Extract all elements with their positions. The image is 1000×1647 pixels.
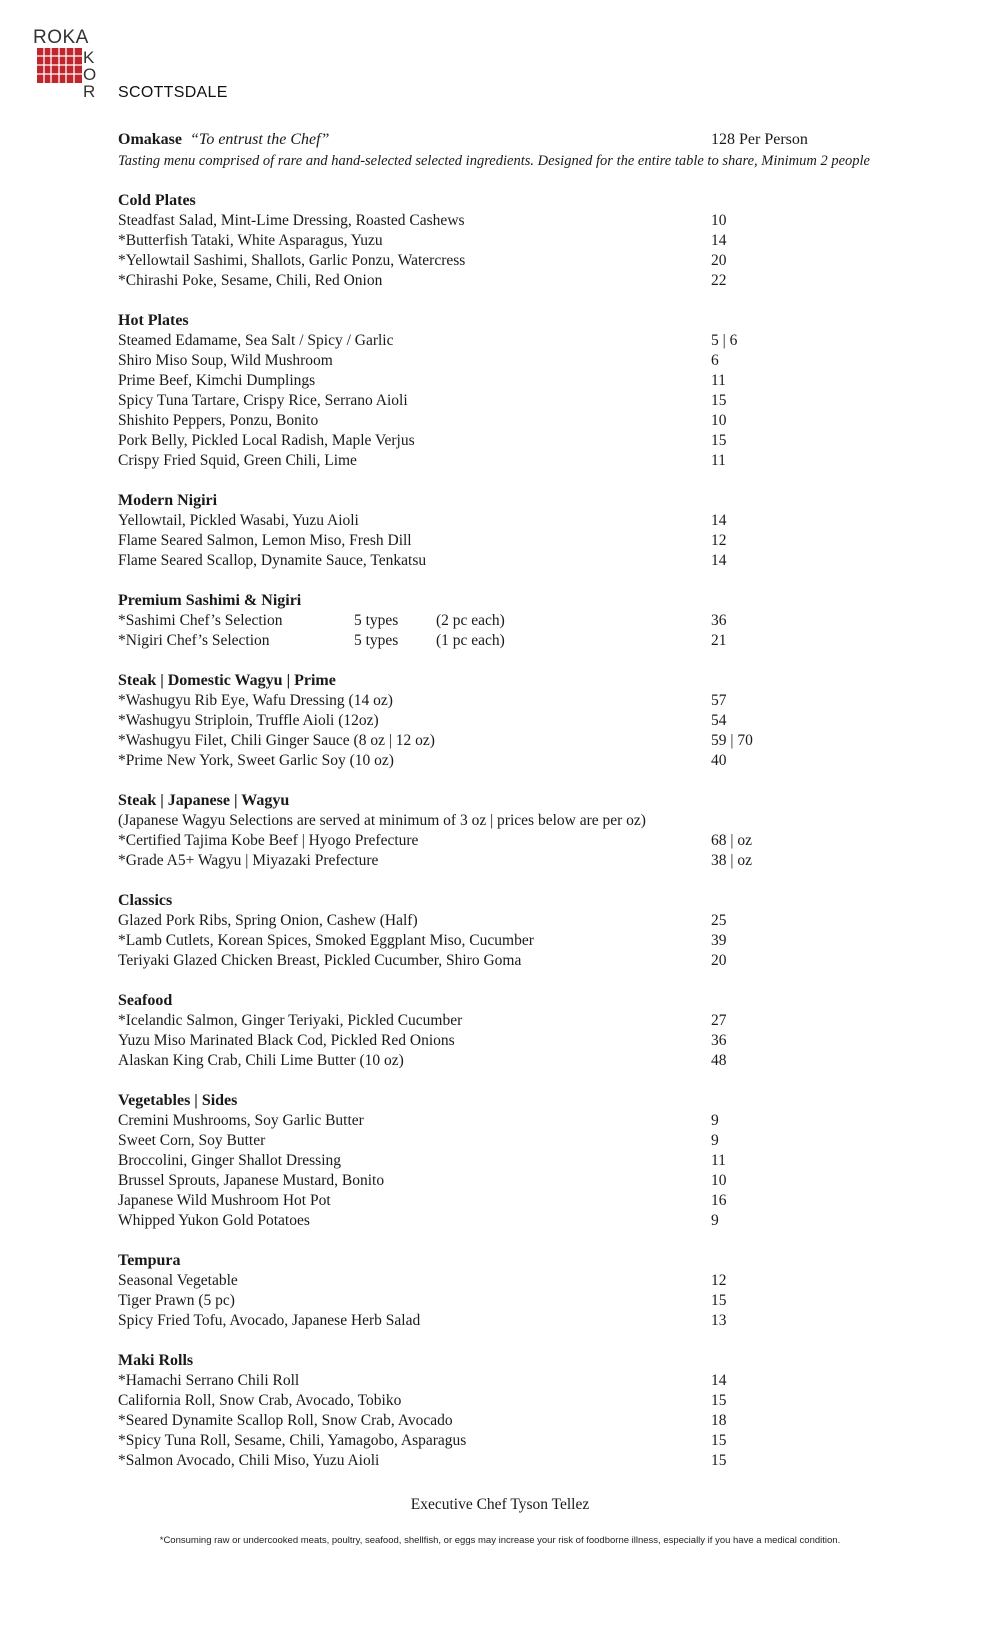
menu-item	[118, 231, 918, 251]
menu-item	[118, 411, 918, 431]
menu-item-price: 18	[711, 1412, 727, 1429]
menu-item-name: Yellowtail, Pickled Wasabi, Yuzu Aioli	[118, 512, 359, 529]
menu-item	[118, 1031, 918, 1051]
menu-item-name: *Icelandic Salmon, Ginger Teriyaki, Pickled Cucumber	[118, 1012, 463, 1029]
menu-item-price: 14	[711, 232, 727, 249]
section-title: Maki Rolls	[118, 1352, 194, 1369]
item-list	[118, 831, 918, 871]
menu-item	[118, 1211, 918, 1231]
menu-item-name: Shishito Peppers, Ponzu, Bonito	[118, 412, 319, 429]
menu-item-price: 14	[711, 1372, 727, 1389]
menu-item-price: 36	[711, 612, 727, 629]
menu-item-name: Steamed Edamame, Sea Salt / Spicy / Garlic	[118, 332, 394, 349]
section-classics	[118, 891, 918, 971]
menu-item-price: 38 | oz	[711, 852, 752, 869]
menu-item-name: Prime Beef, Kimchi Dumplings	[118, 372, 316, 389]
logo-letter: O	[83, 65, 97, 84]
menu-item-price: 14	[711, 552, 727, 569]
menu-item-price: 48	[711, 1052, 727, 1069]
menu-item-price: 57	[711, 692, 727, 709]
executive-chef-credit: Executive Chef Tyson Tellez	[410, 1496, 590, 1513]
menu-item-price: 9	[711, 1212, 719, 1229]
menu-item-price: 15	[711, 432, 727, 449]
menu-body	[118, 131, 918, 1471]
omakase-price: 128 Per Person	[711, 131, 808, 148]
menu-item-price: 11	[711, 452, 726, 469]
menu-item-price: 13	[711, 1312, 727, 1329]
item-list	[118, 611, 918, 651]
menu-item-name: *Nigiri Chef’s Selection	[118, 632, 270, 649]
section-maki-rolls	[118, 1351, 918, 1471]
menu-item-name: *Washugyu Rib Eye, Wafu Dressing (14 oz)	[118, 692, 393, 709]
menu-item	[118, 1371, 918, 1391]
menu-item	[118, 431, 918, 451]
menu-item	[118, 691, 918, 711]
menu-item	[118, 951, 918, 971]
roka-akor-logo	[33, 26, 103, 102]
section-cold-plates	[118, 191, 918, 291]
menu-item-price: 20	[711, 952, 727, 969]
menu-item-price: 10	[711, 1172, 727, 1189]
menu-item	[118, 731, 918, 751]
menu-item-pieces: (1 pc each)	[436, 632, 505, 649]
item-list	[118, 1271, 918, 1331]
menu-item	[118, 931, 918, 951]
menu-item-name: *Lamb Cutlets, Korean Spices, Smoked Eggplant Miso, Cucumber	[118, 932, 534, 949]
menu-item-price: 12	[711, 1272, 727, 1289]
menu-item	[118, 1431, 918, 1451]
menu-item-price: 36	[711, 1032, 727, 1049]
menu-item	[118, 751, 918, 771]
section-note: (Japanese Wagyu Selections are served at minimum of 3 oz | prices below are per oz)	[118, 812, 646, 829]
menu-item	[118, 611, 918, 631]
menu-item	[118, 251, 918, 271]
menu-item	[118, 1271, 918, 1291]
menu-item-name: Crispy Fried Squid, Green Chili, Lime	[118, 452, 357, 469]
menu-item-price: 11	[711, 372, 726, 389]
menu-item-name: *Spicy Tuna Roll, Sesame, Chili, Yamagobo, Asparagus	[118, 1432, 467, 1449]
menu-item	[118, 391, 918, 411]
omakase-header	[118, 131, 918, 151]
menu-item-price: 10	[711, 412, 727, 429]
menu-item-name: *Washugyu Striploin, Truffle Aioli (12oz)	[118, 712, 379, 729]
section-vegetables-sides	[118, 1091, 918, 1231]
menu-item-name: *Hamachi Serrano Chili Roll	[118, 1372, 300, 1389]
menu-item	[118, 531, 918, 551]
menu-item	[118, 351, 918, 371]
section-tempura	[118, 1251, 918, 1331]
menu-item-price: 59 | 70	[711, 732, 753, 749]
menu-item	[118, 331, 918, 351]
menu-item	[118, 1131, 918, 1151]
menu-item	[118, 911, 918, 931]
menu-item-name: Whipped Yukon Gold Potatoes	[118, 1212, 310, 1229]
menu-item	[118, 1011, 918, 1031]
menu-item-price: 27	[711, 1012, 727, 1029]
section-title: Seafood	[118, 992, 173, 1009]
menu-item-name: Pork Belly, Pickled Local Radish, Maple Verjus	[118, 432, 415, 449]
item-list	[118, 1371, 918, 1471]
menu-item	[118, 831, 918, 851]
menu-item-price: 5 | 6	[711, 332, 738, 349]
item-list	[118, 1111, 918, 1231]
menu-item-price: 40	[711, 752, 727, 769]
menu-item-types: 5 types	[354, 632, 399, 649]
menu-item	[118, 631, 918, 651]
menu-item-name: Steadfast Salad, Mint-Lime Dressing, Roasted Cashews	[118, 212, 465, 229]
menu-item-name: *Washugyu Filet, Chili Ginger Sauce (8 oz | 12 oz)	[118, 732, 435, 749]
section-title: Classics	[118, 892, 173, 909]
menu-item	[118, 1391, 918, 1411]
menu-item-price: 22	[711, 272, 727, 289]
menu-item-price: 12	[711, 532, 727, 549]
menu-item	[118, 271, 918, 291]
menu-item	[118, 511, 918, 531]
section-steak-japanese	[118, 791, 918, 871]
menu-item-name: Shiro Miso Soup, Wild Mushroom	[118, 352, 333, 369]
menu-item	[118, 371, 918, 391]
menu-item-price: 39	[711, 932, 727, 949]
section-title: Steak | Japanese | Wagyu	[118, 792, 290, 809]
section-title: Hot Plates	[118, 312, 189, 329]
location-label: SCOTTSDALE	[118, 84, 228, 101]
menu-item-name: *Certified Tajima Kobe Beef | Hyogo Prefecture	[118, 832, 419, 849]
menu-item	[118, 711, 918, 731]
menu-item-price: 15	[711, 1292, 727, 1309]
menu-item-name: Yuzu Miso Marinated Black Cod, Pickled Red Onions	[118, 1032, 455, 1049]
menu-item-price: 14	[711, 512, 727, 529]
menu-item-name: Seasonal Vegetable	[118, 1272, 238, 1289]
section-steak-domestic	[118, 671, 918, 771]
menu-item-price: 15	[711, 1392, 727, 1409]
menu-item	[118, 1111, 918, 1131]
menu-item	[118, 1451, 918, 1471]
menu-item-price: 20	[711, 252, 727, 269]
section-title: Modern Nigiri	[118, 492, 218, 509]
menu-item-name: *Seared Dynamite Scallop Roll, Snow Crab, Avocado	[118, 1412, 453, 1429]
menu-item-name: Teriyaki Glazed Chicken Breast, Pickled Cucumber, Shiro Goma	[118, 952, 522, 969]
item-list	[118, 1011, 918, 1071]
item-list	[118, 331, 918, 471]
menu-item-name: *Butterfish Tataki, White Asparagus, Yuzu	[118, 232, 383, 249]
omakase-title: Omakase	[118, 131, 182, 148]
menu-item-price: 9	[711, 1112, 719, 1129]
menu-item-name: Alaskan King Crab, Chili Lime Butter (10 oz)	[118, 1052, 404, 1069]
menu-item-price: 10	[711, 212, 727, 229]
menu-item-name: Broccolini, Ginger Shallot Dressing	[118, 1152, 341, 1169]
menu-item-name: *Chirashi Poke, Sesame, Chili, Red Onion	[118, 272, 383, 289]
menu-item-price: 6	[711, 352, 719, 369]
menu-item	[118, 1191, 918, 1211]
menu-item-price: 68 | oz	[711, 832, 752, 849]
menu-item-price: 15	[711, 1452, 727, 1469]
menu-item-name: *Grade A5+ Wagyu | Miyazaki Prefecture	[118, 852, 379, 869]
menu-item-price: 16	[711, 1192, 727, 1209]
menu-item-price: 9	[711, 1132, 719, 1149]
menu-item	[118, 1151, 918, 1171]
menu-item-name: Tiger Prawn (5 pc)	[118, 1292, 235, 1309]
menu-item-name: *Sashimi Chef’s Selection	[118, 612, 283, 629]
menu-item-price: 15	[711, 1432, 727, 1449]
menu-item-name: *Salmon Avocado, Chili Miso, Yuzu Aioli	[118, 1452, 380, 1469]
section-modern-nigiri	[118, 491, 918, 571]
menu-item	[118, 1411, 918, 1431]
section-title: Steak | Domestic Wagyu | Prime	[118, 672, 336, 689]
menu-item-name: Flame Seared Salmon, Lemon Miso, Fresh Dill	[118, 532, 412, 549]
menu-item-price: 54	[711, 712, 727, 729]
menu-item	[118, 211, 918, 231]
section-premium-sashimi	[118, 591, 918, 651]
section-seafood	[118, 991, 918, 1071]
menu-item-price: 15	[711, 392, 727, 409]
menu-item	[118, 1311, 918, 1331]
menu-item-name: Spicy Fried Tofu, Avocado, Japanese Herb Salad	[118, 1312, 421, 1329]
item-list	[118, 511, 918, 571]
menu-item	[118, 1291, 918, 1311]
menu-item-pieces: (2 pc each)	[436, 612, 505, 629]
menu-item	[118, 451, 918, 471]
logo-wordmark-top: ROKA	[33, 27, 89, 48]
menu-item-price: 11	[711, 1152, 726, 1169]
menu-item-name: Cremini Mushrooms, Soy Garlic Butter	[118, 1112, 364, 1129]
logo-letter: K	[83, 48, 95, 67]
menu-item-name: California Roll, Snow Crab, Avocado, Tobiko	[118, 1392, 402, 1409]
health-disclaimer: *Consuming raw or undercooked meats, poultry, seafood, shellfish, or eggs may increase your risk of foodborne illness, especially if you have a medical condition.	[159, 1535, 841, 1546]
menu-item-name: Sweet Corn, Soy Butter	[118, 1132, 266, 1149]
item-list	[118, 691, 918, 771]
section-hot-plates	[118, 311, 918, 471]
menu-item-name: Flame Seared Scallop, Dynamite Sauce, Tenkatsu	[118, 552, 427, 569]
menu-item-price: 25	[711, 912, 727, 929]
menu-item-name: *Prime New York, Sweet Garlic Soy (10 oz)	[118, 752, 394, 769]
menu-item	[118, 1051, 918, 1071]
omakase-description: Tasting menu comprised of rare and hand-selected selected ingredients. Designed for the entire table to share, Minimum 2 people	[118, 153, 870, 169]
menu-item-name: Glazed Pork Ribs, Spring Onion, Cashew (Half)	[118, 912, 418, 929]
section-title: Cold Plates	[118, 192, 196, 209]
section-title: Tempura	[118, 1252, 181, 1269]
menu-item-types: 5 types	[354, 612, 399, 629]
item-list	[118, 211, 918, 291]
menu-item	[118, 851, 918, 871]
logo-letter: R	[83, 82, 96, 101]
menu-item-price: 21	[711, 632, 727, 649]
menu-item	[118, 551, 918, 571]
omakase-subtitle: “To entrust the Chef”	[190, 131, 330, 148]
menu-item-name: Japanese Wild Mushroom Hot Pot	[118, 1192, 331, 1209]
menu-item-name: *Yellowtail Sashimi, Shallots, Garlic Ponzu, Watercress	[118, 252, 466, 269]
section-title: Premium Sashimi & Nigiri	[118, 592, 302, 609]
menu-item-name: Brussel Sprouts, Japanese Mustard, Bonito	[118, 1172, 385, 1189]
menu-item-name: Spicy Tuna Tartare, Crispy Rice, Serrano Aioli	[118, 392, 408, 409]
item-list	[118, 911, 918, 971]
logo-wordmark-side	[83, 48, 96, 101]
menu-item	[118, 1171, 918, 1191]
section-title: Vegetables | Sides	[118, 1092, 238, 1109]
